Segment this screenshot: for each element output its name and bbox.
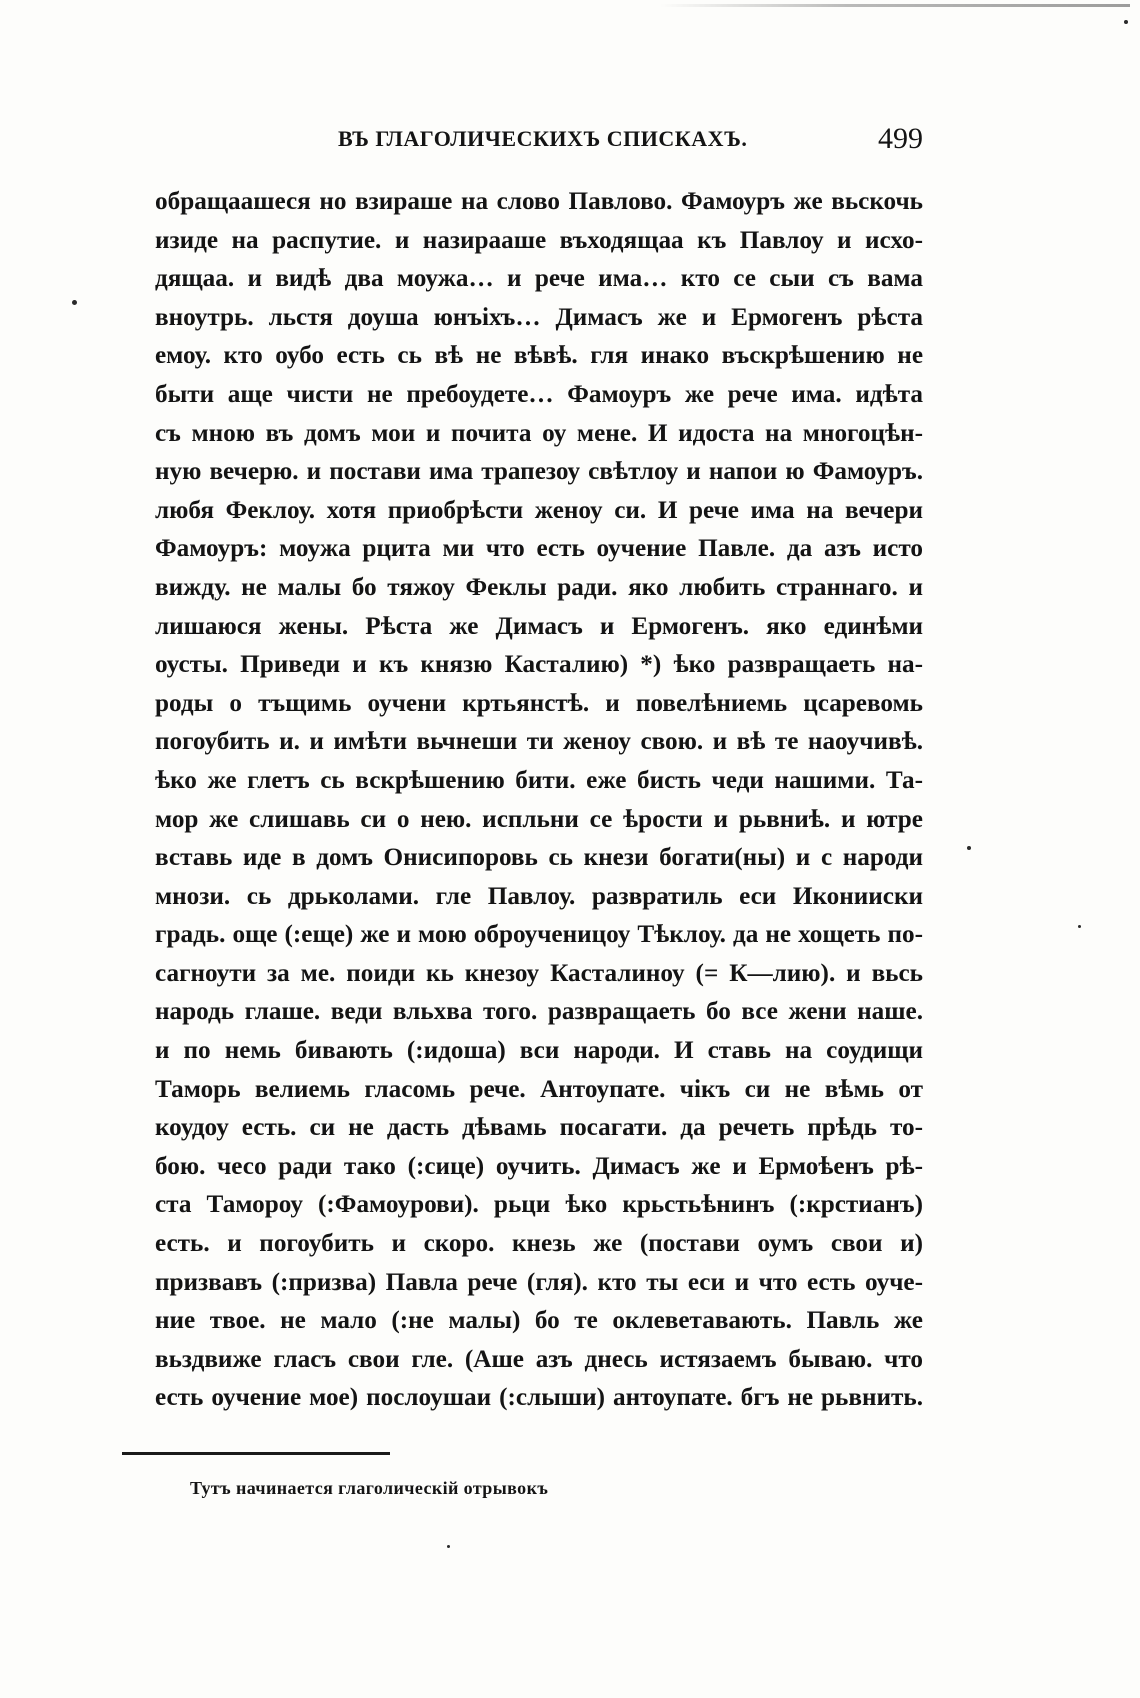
footnote-rule (122, 1452, 390, 1455)
text-line: мор же слишавь си о нею. испльни се ѣрости и рьвниѣ. и ютре (155, 805, 923, 833)
text-line: мнози. сь дрьколами. гле Павлоу. развратиль еси Иконииски (155, 882, 923, 910)
text-line: дящаа. и видѣ два моужа… и рече има… кто се сыи съ вама (155, 265, 923, 293)
print-speck (967, 846, 971, 850)
print-speck (1124, 20, 1128, 24)
text-line: вноутрь. льстя доуша юнъіхъ… Димасъ же и Ермогенъ рѣста (155, 303, 923, 331)
text-line: оусты. Приведи и къ князю Касталию) *) ѣко развращаеть на- (155, 651, 923, 679)
text-line: погоубить и. и имѣти вьчнеши ти женоу свою. и вѣ те наоучивѣ. (155, 728, 923, 756)
text-line: и по немь бивають (:идоша) вси народи. И ставь на соудищи (155, 1037, 923, 1065)
text-line: Фамоуръ: моужа рцита ми что есть оучение Павле. да азъ исто (155, 535, 923, 563)
text-line: Таморь велиемь гласомь рече. Антоупате. чікъ си не вѣмь от (155, 1075, 923, 1103)
page-number: 499 (878, 122, 923, 155)
text-line: съ мною въ домъ мои и почита оу мене. И идоста на многоцѣн- (155, 419, 923, 447)
text-line: бою. чесо ради тако (:сице) оучить. Димасъ же и Ермоѣенъ рѣ- (155, 1152, 923, 1180)
text-line: коудоу есть. си не дасть дѣвамь посагати. да речеть прѣдь то- (155, 1114, 923, 1142)
text-line: вьздвиже гласъ свои гле. (Аше азъ днесь истязаемъ бываю. что (155, 1345, 923, 1373)
text-line: роды о тъщимь оучени кртьянстѣ. и повелѣниемь цсаревомь (155, 689, 923, 717)
text-line: народь глаше. веди вльхва того. развращаеть бо все жени наше. (155, 998, 923, 1026)
text-line: лишаюся жены. Рѣста же Димасъ и Ермогенъ. яко единѣми (155, 612, 923, 640)
text-line: ста Тамороу (:Фамоурови). рьци ѣко крьстьѣнинъ (:крстианъ) (155, 1191, 923, 1219)
print-speck (447, 1545, 450, 1548)
text-line: вижду. не малы бо тяжоу Феклы ради. яко любить страннаго. и (155, 573, 923, 601)
text-line: быти аще чисти не пребоудете… Фамоуръ же рече има. идѣта (155, 380, 923, 408)
text-line: емоу. кто оубо есть сь вѣ не вѣвѣ. гля инако въскрѣшению не (155, 342, 923, 370)
text-line: вставь иде в домъ Онисипоровь сь кнези богати(ны) и с народи (155, 844, 923, 872)
text-line: ние твое. не мало (:не малы) бо те оклеветавають. Павль же (155, 1307, 923, 1335)
running-title: ВЪ ГЛАГОЛИЧЕСКИХЪ СПИСКАХЪ. (338, 126, 748, 151)
text-line: ную вечерю. и постави има трапезоу свѣтлоу и напои ю Фамоуръ. (155, 458, 923, 486)
footnote-text: Тутъ начинается глаголическій отрывокъ (190, 1478, 549, 1498)
text-line: призвавъ (:призва) Павла рече (гля). кто ты еси и что есть оуче- (155, 1268, 923, 1296)
text-line: любя Феклоу. хотя приобрѣсти женоу си. И рече има на вечери (155, 496, 923, 524)
text-line: изиде на распутие. и назирааше въходящаа къ Павлоу и исхо- (155, 226, 923, 254)
text-line: ѣко же глетъ сь вскрѣшению бити. еже бисть чеди нашими. Та- (155, 766, 923, 794)
body-text (155, 183, 923, 1418)
text-line: обращаашеся но взираше на слово Павлово. Фамоуръ же вьскочь (155, 188, 923, 215)
text-line: сагноути за ме. поиди кь кнезоу Касталиноу (= К—лию). и вьсь (155, 959, 923, 987)
print-speck (72, 300, 77, 305)
text-line: есть оучение мое) послоушаи (:слыши) антоупате. бгъ не рьвнить. (155, 1384, 923, 1412)
running-head (155, 122, 923, 162)
text-line: градь. още (:еще) же и мою оброученицоу Тѣклоу. да не хощеть по- (155, 921, 923, 949)
text-line: есть. и погоубить и скоро. кнезь же (постави оумъ свои и) (155, 1230, 923, 1258)
top-edge-rule (660, 4, 1130, 7)
print-speck (1078, 925, 1081, 928)
